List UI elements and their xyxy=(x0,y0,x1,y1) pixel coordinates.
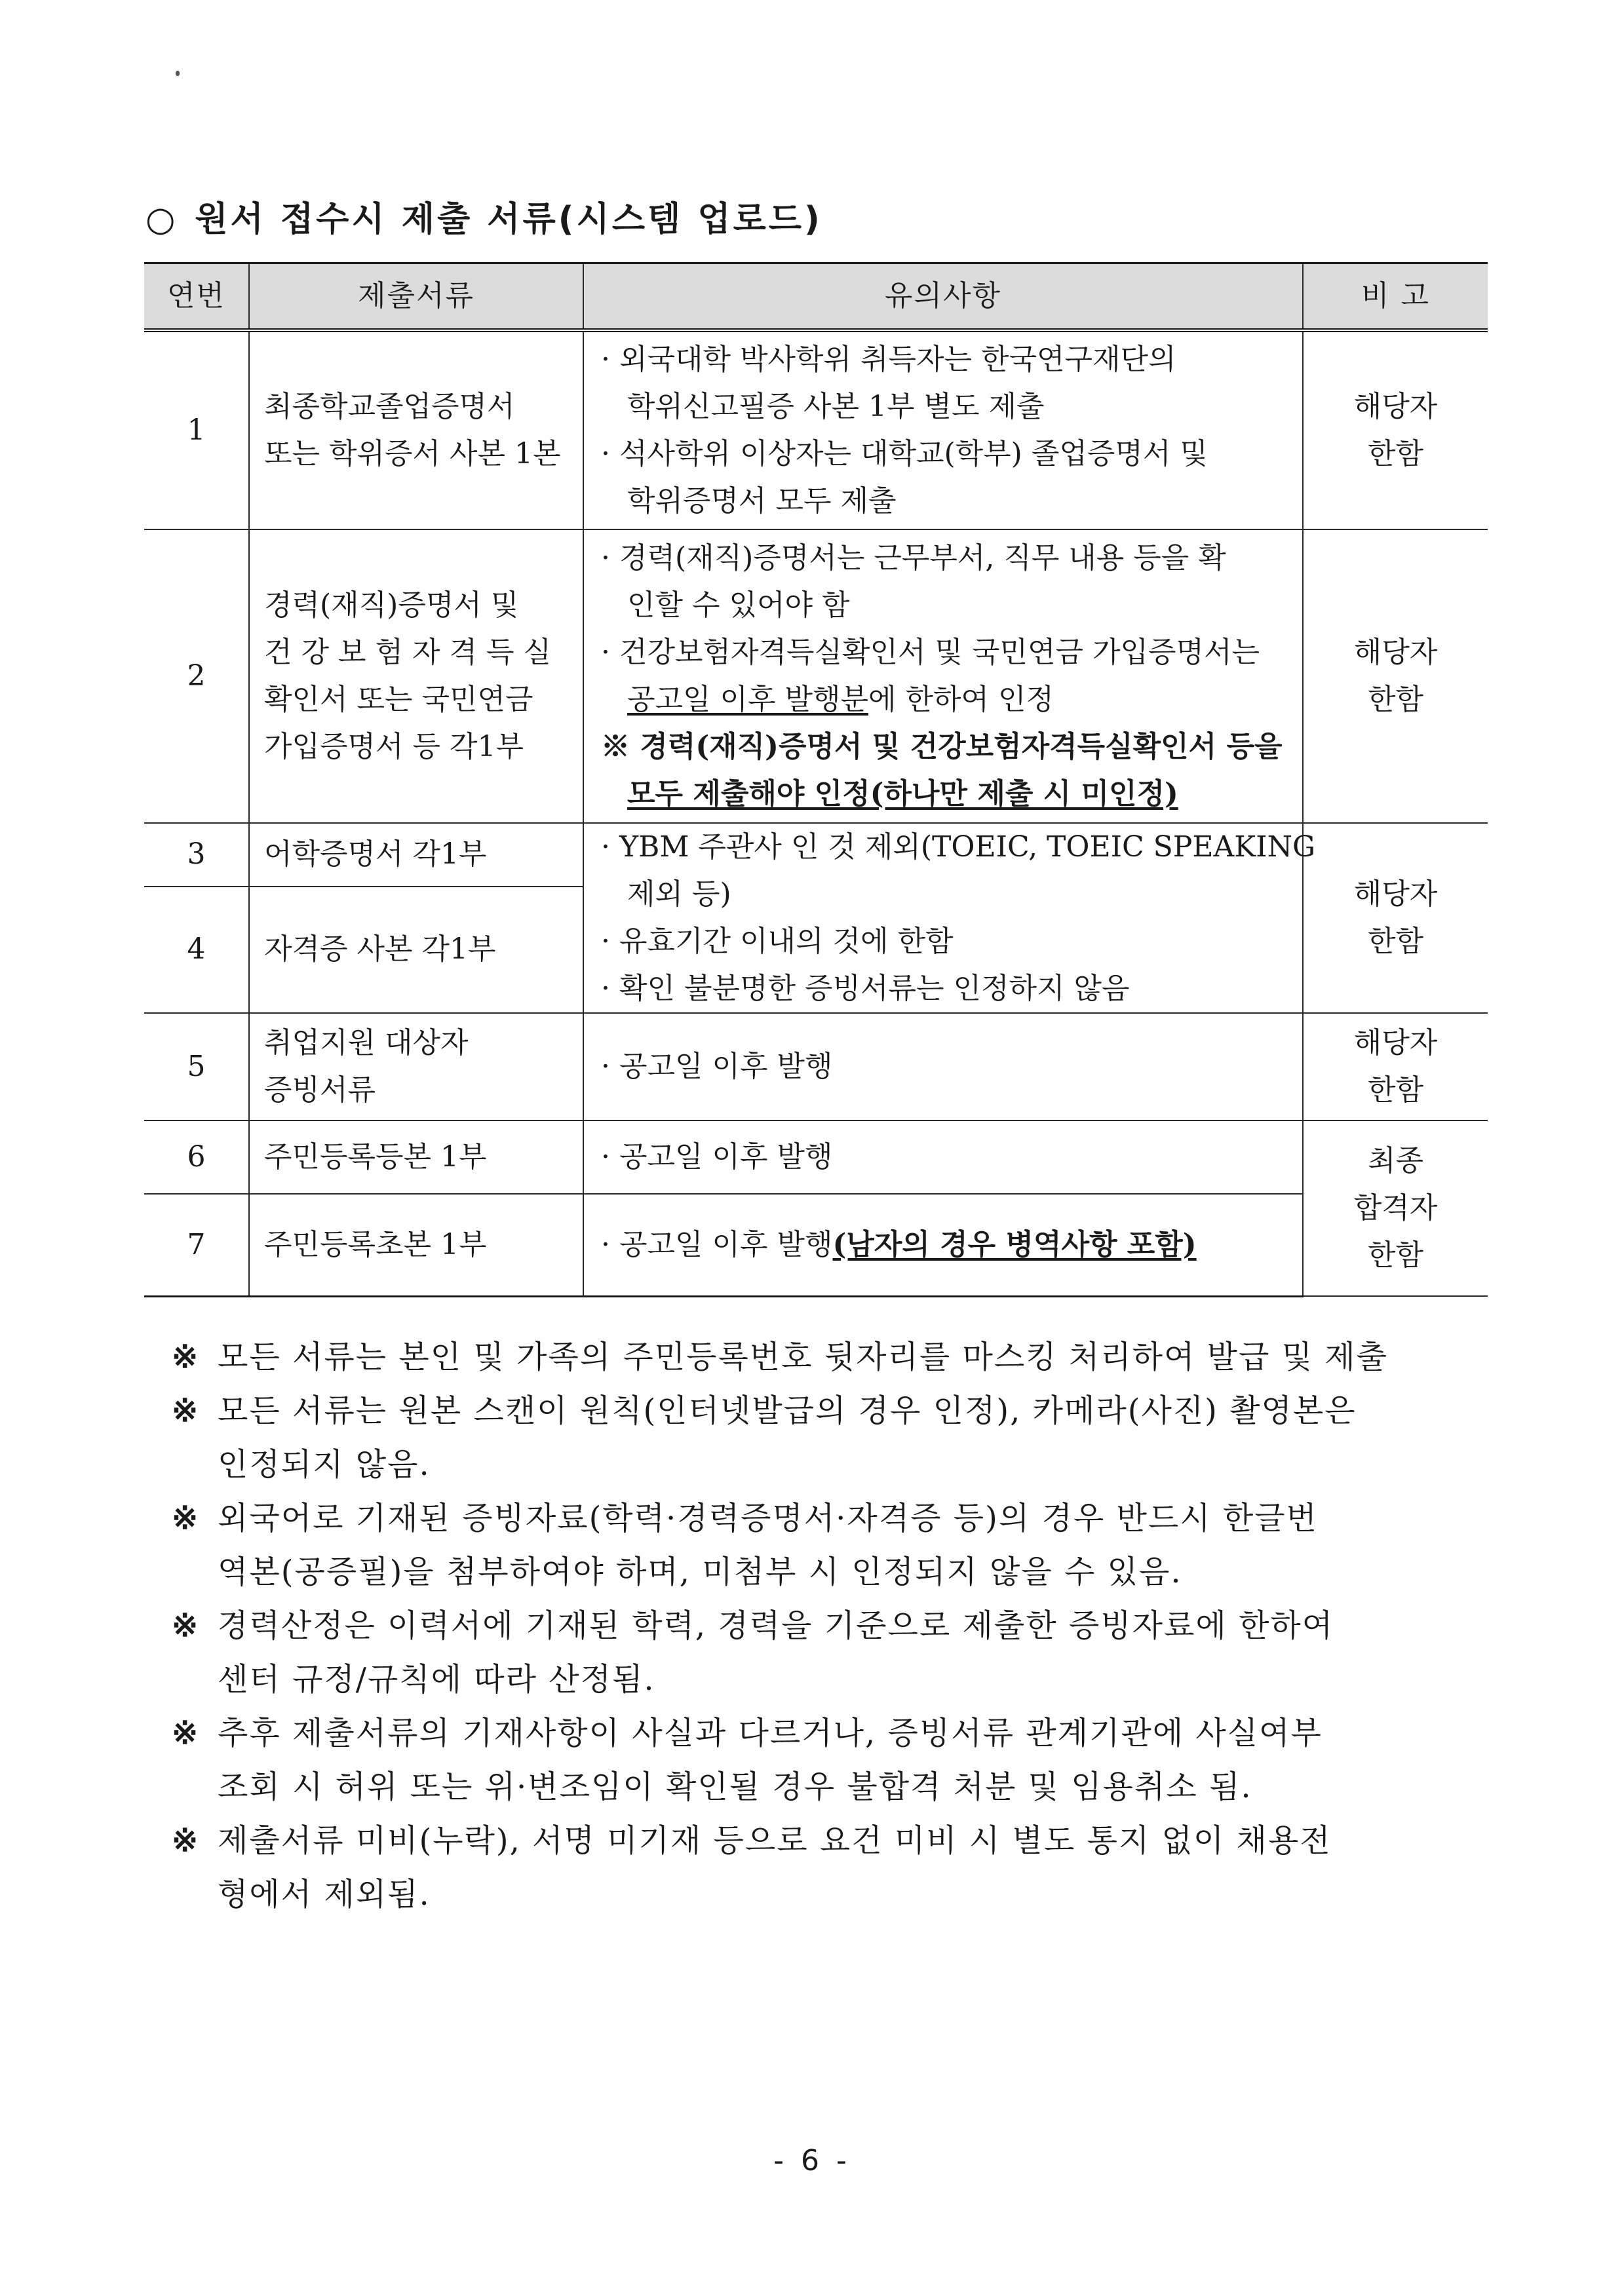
table-row xyxy=(144,1194,1488,1296)
table-row xyxy=(144,1120,1488,1194)
document-name: 어학증명서 각1부 xyxy=(249,823,583,887)
row-number: 5 xyxy=(144,1013,249,1120)
section-heading xyxy=(145,191,822,240)
row-number: 1 xyxy=(144,330,249,529)
warning-note: ※ 경력(재직)증명서 및 건강보험자격득실확인서 등을 xyxy=(601,730,1283,763)
document-notes: · 공고일 이후 발행(남자의 경우 병역사항 포함) xyxy=(583,1194,1303,1296)
underlined-text: 공고일 이후 발행분 xyxy=(627,683,869,716)
list-item: ※ 제출서류 미비(누락), 서명 미기재 등으로 요건 미비 시 별도 통지 없이 채용전 형에서 제외됨. xyxy=(172,1814,1489,1921)
document-notes: · 공고일 이후 발행 xyxy=(583,1120,1303,1194)
document-notes: · 공고일 이후 발행 xyxy=(583,1013,1303,1120)
table-row xyxy=(144,330,1488,529)
remark: 해당자 한함 xyxy=(1303,823,1488,1013)
reference-mark-icon: ※ xyxy=(172,1339,200,1375)
document-name: 자격증 사본 각1부 xyxy=(249,887,583,1013)
page-number: - 6 - xyxy=(773,2144,851,2177)
header-remark: 비 고 xyxy=(1303,263,1488,331)
reference-mark-icon: ※ xyxy=(172,1715,200,1751)
document-name: 취업지원 대상자 증빙서류 xyxy=(249,1013,583,1120)
document-notes: · 경력(재직)증명서는 근무부서, 직무 내용 등을 확 인할 수 있어야 함 · 건강보험자격득실확인서 및 국민연금 가입증명서는 공고일 이후 발행분에 한하여 인정 ※ 경력(재직)증명서 및 건강보험자격득실확인서 등을 모두 제출해야 인정(하나만 제출 시 미인정) xyxy=(583,529,1303,823)
header-no: 연번 xyxy=(144,263,249,331)
reference-mark-icon: ※ xyxy=(172,1392,200,1429)
table-row xyxy=(144,1013,1488,1120)
remark: 최종 합격자 한함 xyxy=(1303,1120,1488,1296)
remark: 해당자 한함 xyxy=(1303,529,1488,823)
reference-mark-icon: ※ xyxy=(172,1607,200,1644)
document-notes: · YBM 주관사 인 것 제외(TOEIC, TOEIC SPEAKING 제외 등) · 유효기간 이내의 것에 한함 · 확인 불분명한 증빙서류는 인정하지 않음 xyxy=(583,823,1303,1013)
documents-table xyxy=(144,262,1488,1297)
table-row xyxy=(144,529,1488,823)
notes-list xyxy=(172,1330,1489,1921)
document-name: 최종학교졸업증명서 또는 학위증서 사본 1본 xyxy=(249,330,583,529)
row-number: 7 xyxy=(144,1194,249,1296)
row-number: 2 xyxy=(144,529,249,823)
underlined-text: (남자의 경우 병역사항 포함) xyxy=(832,1227,1197,1261)
list-item: ※ 추후 제출서류의 기재사항이 사실과 다르거나, 증빙서류 관계기관에 사실여부 조회 시 허위 또는 위·변조임이 확인될 경우 불합격 처분 및 임용취소 됨. xyxy=(172,1706,1489,1814)
scan-speck xyxy=(176,71,180,76)
document-name: 주민등록초본 1부 xyxy=(249,1194,583,1296)
document-name: 주민등록등본 1부 xyxy=(249,1120,583,1194)
warning-note: 모두 제출해야 인정(하나만 제출 시 미인정) xyxy=(627,777,1178,811)
list-item: ※ 모든 서류는 원본 스캔이 원칙(인터넷발급의 경우 인정), 카메라(사진) 촬영본은 인정되지 않음. xyxy=(172,1384,1489,1491)
table-row xyxy=(144,823,1488,887)
row-number: 3 xyxy=(144,823,249,887)
list-item: ※ 모든 서류는 본인 및 가족의 주민등록번호 뒷자리를 마스킹 처리하여 발급 및 제출 xyxy=(172,1330,1489,1384)
remark: 해당자 한함 xyxy=(1303,1013,1488,1120)
remark: 해당자 한함 xyxy=(1303,330,1488,529)
section-heading-text: 원서 접수시 제출 서류(시스템 업로드) xyxy=(195,200,822,239)
reference-mark-icon: ※ xyxy=(172,1500,200,1537)
list-item: ※ 외국어로 기재된 증빙자료(학력·경력증명서·자격증 등)의 경우 반드시 한글번 역본(공증필)을 첨부하여야 하며, 미첨부 시 인정되지 않을 수 있음. xyxy=(172,1491,1489,1599)
reference-mark-icon: ※ xyxy=(172,1822,200,1859)
row-number: 6 xyxy=(144,1120,249,1194)
header-notes: 유의사항 xyxy=(583,263,1303,331)
header-doc: 제출서류 xyxy=(249,263,583,331)
circle-bullet-icon: ○ xyxy=(145,200,178,239)
list-item: ※ 경력산정은 이력서에 기재된 학력, 경력을 기준으로 제출한 증빙자료에 한하여 센터 규정/규칙에 따라 산정됨. xyxy=(172,1599,1489,1706)
row-number: 4 xyxy=(144,887,249,1013)
document-name: 경력(재직)증명서 및 건강보험자격득실 확인서 또는 국민연금 가입증명서 등 각1부 xyxy=(249,529,583,823)
table-header-row xyxy=(144,263,1488,331)
document-notes: · 외국대학 박사학위 취득자는 한국연구재단의 학위신고필증 사본 1부 별도 제출 · 석사학위 이상자는 대학교(학부) 졸업증명서 및 학위증명서 모두 제출 xyxy=(583,330,1303,529)
